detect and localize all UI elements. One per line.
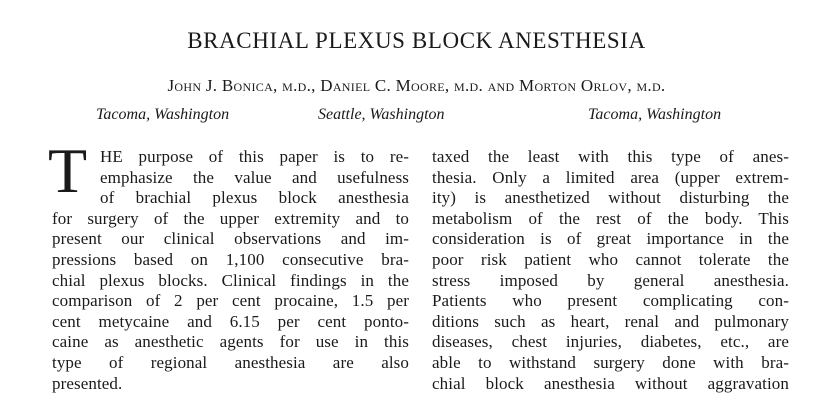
text-line: Patients who present complicating con-: [432, 291, 789, 311]
text-line: diseases, chest injuries, diabetes, etc., are: [432, 332, 789, 352]
affiliation-1: Tacoma, Washington: [96, 106, 230, 123]
text-line: thesia. Only a limited area (upper extrem-: [432, 167, 789, 187]
affiliation-2: Seattle, Washington: [318, 106, 445, 123]
article-title: BRACHIAL PLEXUS BLOCK ANESTHESIA: [187, 28, 646, 53]
author-line: John J. Bonica, m.d., Daniel C. Moore, m.d. and Morton Orlov, m.d.: [167, 76, 666, 95]
text-line: presented.: [52, 373, 123, 393]
drop-cap: T: [48, 135, 88, 206]
text-line: of brachial plexus block anesthesia: [100, 188, 409, 208]
text-line: pressions based on 1,100 consecutive bra-: [52, 249, 409, 269]
text-line: for surgery of the upper extremity and to: [52, 208, 409, 228]
text-line: chial block anesthesia without aggravation: [432, 373, 789, 393]
body-column-right: [432, 147, 789, 394]
affiliation-3: Tacoma, Washington: [588, 106, 722, 123]
text-line: ditions such as heart, renal and pulmonary: [432, 311, 789, 331]
text-line: taxed the least with this type of anes-: [432, 147, 789, 166]
text-line: present our clinical observations and im-: [52, 229, 409, 249]
body-column-left: [52, 147, 409, 394]
text-line: metabolism of the rest of the body. This: [432, 208, 789, 228]
text-line: stress imposed by general anesthesia.: [432, 270, 789, 290]
text-line: emphasize the value and usefulness: [100, 167, 409, 187]
text-line: cent metycaine and 6.15 per cent ponto-: [52, 311, 409, 331]
text-line: consideration is of great importance in the: [432, 229, 789, 249]
text-line: type of regional anesthesia are also: [52, 352, 409, 372]
text-line: comparison of 2 per cent procaine, 1.5 per: [52, 291, 409, 311]
text-line: ity) is anesthetized without disturbing the: [432, 188, 789, 208]
text-line: HE purpose of this paper is to re-: [100, 147, 409, 166]
text-line: able to withstand surgery done with bra-: [432, 352, 789, 372]
text-line: caine as anesthetic agents for use in this: [52, 332, 409, 352]
text-line: chial plexus blocks. Clinical findings in the: [52, 270, 409, 290]
text-line: poor risk patient who cannot tolerate the: [432, 249, 789, 269]
